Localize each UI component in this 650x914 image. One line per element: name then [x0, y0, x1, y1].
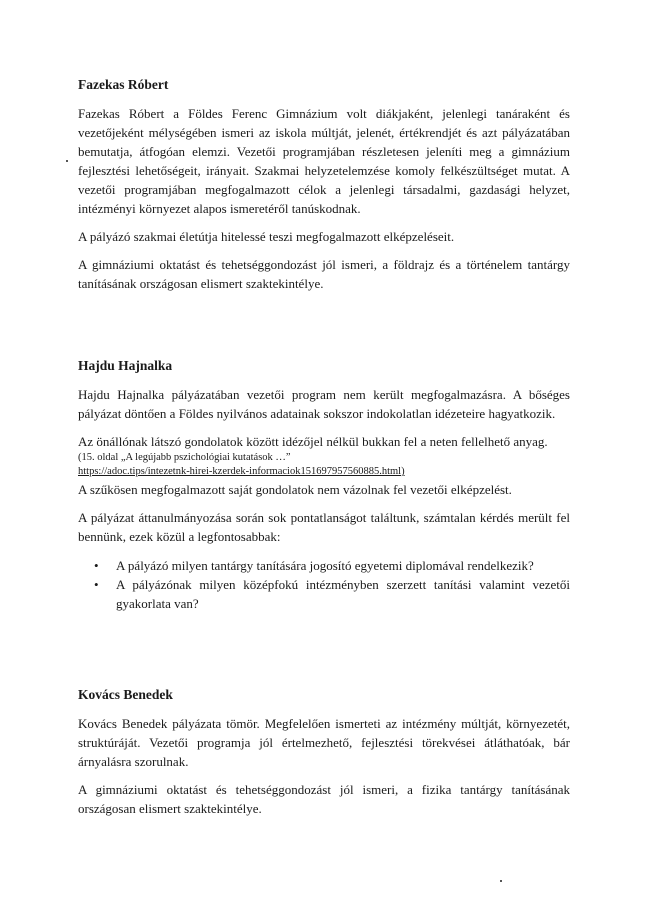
section-fazekas — [78, 76, 570, 293]
section-heading: Fazekas Róbert — [78, 77, 169, 92]
question-list — [78, 556, 570, 613]
section-paragraph: A gimnáziumi oktatást és tehetséggondozást jól ismeri, a fizika tantárgy tanításának országosan elismert szaktekintélye. — [78, 782, 570, 816]
section-paragraph: A szűkösen megfogalmazott saját gondolatok nem vázolnak fel vezetői elképzelést. — [78, 482, 512, 497]
list-item — [78, 556, 570, 575]
scan-dot-mark — [66, 160, 68, 162]
scan-dot-mark — [500, 880, 502, 882]
citation-url[interactable]: https://adoc.tips/intezetnk-hirei-kzerdek-informaciok151697957560885.html) — [78, 466, 405, 477]
list-item-text: A pályázó milyen tantárgy tanítására jogosító egyetemi diplomával rendelkezik? — [116, 558, 534, 573]
list-item — [78, 575, 570, 613]
section-paragraph: A pályázat áttanulmányozása során sok pontatlanságot találtunk, számtalan kérdés merült fel bennünk, ezek közül a legfontosabbak: — [78, 510, 570, 544]
bullet-icon: • — [94, 558, 99, 573]
section-paragraph: Hajdu Hajnalka pályázatában vezetői program nem került megfogalmazásra. A bőséges pályázat döntően a Földes nyilvános adatainak sokszor indokolatlan idézeteire hagyatkozik. — [78, 387, 570, 421]
section-heading: Hajdu Hajnalka — [78, 358, 173, 373]
section-heading: Kovács Benedek — [78, 687, 173, 702]
section-paragraph: Kovács Benedek pályázata tömör. Megfelelően ismerteti az intézmény múltját, környezetét, struktúráját. Vezetői programja jól értelmezhető, fejlesztési törekvései átláthatóak, bár árnyalásra szorulnak. — [78, 716, 570, 769]
section-paragraph: Fazekas Róbert a Földes Ferenc Gimnázium volt diákjaként, jelenlegi tanáraként és vezetőjeként mélységében ismeri az iskola múltját, jelenét, értékrendjét és azt pályázatában bemutatja, átfogóan elemzi. Vezetői programjában részletesen jeleníti meg a gimnázium fejlesztési lehetőségeit, irányait. Szakmai helyzetelemzése komoly felkészültséget mutat. A vezetői programjában megfogalmazott célok a jelenlegi társadalmi, gazdasági helyzet, intézményi környezet alapos ismeretéről tanúskodnak. — [78, 106, 570, 216]
bullet-icon: • — [94, 577, 99, 592]
section-hajdu — [78, 357, 570, 613]
section-paragraph: A gimnáziumi oktatást és tehetséggondozást jól ismeri, a földrajz és a történelem tantárgy tanításának országosan elismert szaktekintélye. — [78, 257, 570, 291]
section-paragraph: Az önállónak látszó gondolatok között idézőjel nélkül bukkan fel a neten fellelhető anyag. — [78, 434, 548, 449]
citation-line: (15. oldal „A legújabb pszichológiai kutatások …” — [78, 452, 291, 463]
list-item-text: A pályázónak milyen középfokú intézményben szerzett tanítási valamint vezetői gyakorlata van? — [116, 577, 570, 611]
section-paragraph: A pályázó szakmai életútja hitelessé teszi megfogalmazott elképzeléseit. — [78, 229, 455, 244]
section-kovacs — [78, 686, 570, 818]
